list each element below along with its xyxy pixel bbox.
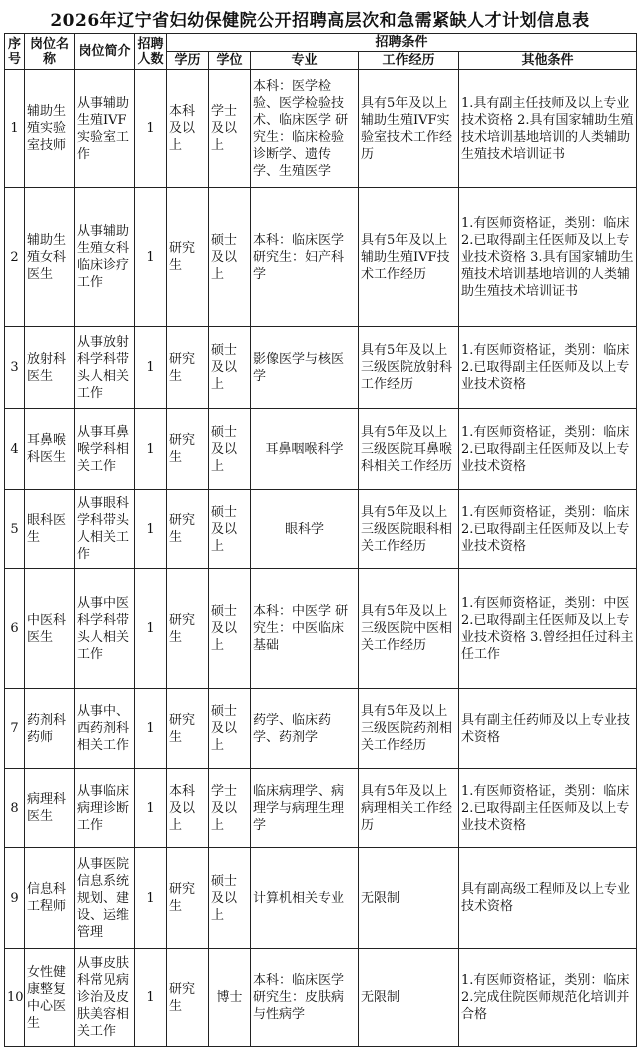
cell-other: 1.有医师资格证，类别：临床 2.已取得副主任医师及以上专业技术资格 [459, 327, 637, 409]
cell-position: 辅助生殖女科医生 [25, 188, 75, 327]
cell-experience: 无限制 [359, 848, 459, 949]
cell-no: 5 [5, 490, 25, 569]
table-row [5, 689, 637, 769]
cell-count: 1 [135, 409, 167, 490]
cell-degree: 学士及以上 [209, 70, 251, 188]
header-degree: 学位 [209, 52, 251, 70]
cell-major: 本科：临床医学 研究生：皮肤病与性病学 [251, 949, 359, 1047]
cell-count: 1 [135, 490, 167, 569]
cell-no: 6 [5, 569, 25, 689]
cell-education: 本科及以上 [167, 769, 209, 848]
cell-no: 4 [5, 409, 25, 490]
table-row [5, 327, 637, 409]
cell-experience: 具有5年及以上辅助生殖IVF技术工作经历 [359, 188, 459, 327]
cell-degree: 硕士及以上 [209, 569, 251, 689]
cell-description: 从事辅助生殖女科临床诊疗工作 [75, 188, 135, 327]
page-title: 2026年辽宁省妇幼保健院公开招聘高层次和急需紧缺人才计划信息表 [50, 11, 590, 31]
cell-count: 1 [135, 188, 167, 327]
cell-experience: 具有5年及以上三级医院放射科工作经历 [359, 327, 459, 409]
table-row [5, 569, 637, 689]
cell-no: 10 [5, 949, 25, 1047]
cell-other: 1.有医师资格证，类别：临床 2.已取得副主任医师及以上专业技术资格 [459, 490, 637, 569]
cell-major: 眼科学 [251, 490, 359, 569]
cell-description: 从事中、西药剂科相关工作 [75, 689, 135, 769]
cell-experience: 具有5年及以上三级医院中医相关工作经历 [359, 569, 459, 689]
cell-description: 从事医院信息系统规划、建设、运维管理 [75, 848, 135, 949]
cell-position: 药剂科药师 [25, 689, 75, 769]
cell-degree: 硕士及以上 [209, 327, 251, 409]
header-experience: 工作经历 [359, 52, 459, 70]
table-row [5, 848, 637, 949]
cell-education: 研究生 [167, 949, 209, 1047]
cell-major: 影像医学与核医学 [251, 327, 359, 409]
cell-major: 药学、临床药学、药剂学 [251, 689, 359, 769]
cell-experience: 无限制 [359, 949, 459, 1047]
cell-description: 从事耳鼻喉学科相关工作 [75, 409, 135, 490]
header-conditions: 招聘条件 [167, 34, 637, 52]
cell-position: 信息科工程师 [25, 848, 75, 949]
cell-other: 1.有医师资格证，类别：中医 2.已取得副主任医师及以上专业技术资格 3.曾经担任过科主任工作 [459, 569, 637, 689]
cell-count: 1 [135, 569, 167, 689]
header-count: 招聘人数 [135, 34, 167, 70]
cell-other: 1.具有副主任技师及以上专业技术资格 2.具有国家辅助生殖技术培训基地培训的人类辅助生殖技术培训证书 [459, 70, 637, 188]
cell-degree: 硕士及以上 [209, 188, 251, 327]
cell-count: 1 [135, 70, 167, 188]
cell-other: 1.有医师资格证，类别：临床 2.已取得副主任医师及以上专业技术资格 3.具有国家辅助生殖技术培训基地培训的人类辅助生殖技术培训证书 [459, 188, 637, 327]
cell-education: 本科及以上 [167, 70, 209, 188]
cell-position: 眼科医生 [25, 490, 75, 569]
table-row [5, 769, 637, 848]
cell-no: 1 [5, 70, 25, 188]
cell-description: 从事皮肤科常见病诊治及皮肤美容相关工作 [75, 949, 135, 1047]
cell-major: 耳鼻咽喉科学 [251, 409, 359, 490]
cell-other: 1.有医师资格证，类别：临床 2.已取得副主任医师及以上专业技术资格 [459, 769, 637, 848]
table-row [5, 409, 637, 490]
cell-degree: 硕士及以上 [209, 490, 251, 569]
cell-count: 1 [135, 689, 167, 769]
cell-no: 9 [5, 848, 25, 949]
table-row [5, 949, 637, 1047]
header-position: 岗位名称 [25, 34, 75, 70]
header-no: 序号 [5, 34, 25, 70]
cell-position: 耳鼻喉科医生 [25, 409, 75, 490]
header-other: 其他条件 [459, 52, 637, 70]
cell-other: 具有副主任药师及以上专业技术资格 [459, 689, 637, 769]
cell-position: 放射科医生 [25, 327, 75, 409]
cell-education: 研究生 [167, 188, 209, 327]
cell-experience: 具有5年及以上三级医院药剂相关工作经历 [359, 689, 459, 769]
cell-experience: 具有5年及以上病理相关工作经历 [359, 769, 459, 848]
cell-degree: 学士及以上 [209, 769, 251, 848]
cell-degree: 博士 [209, 949, 251, 1047]
cell-count: 1 [135, 327, 167, 409]
cell-position: 女性健康整复中心医生 [25, 949, 75, 1047]
cell-major: 计算机相关专业 [251, 848, 359, 949]
table-row [5, 490, 637, 569]
cell-no: 3 [5, 327, 25, 409]
cell-degree: 硕士及以上 [209, 689, 251, 769]
cell-position: 中医科医生 [25, 569, 75, 689]
cell-major: 本科：中医学 研究生：中医临床基础 [251, 569, 359, 689]
cell-experience: 具有5年及以上辅助生殖IVF实验室技术工作经历 [359, 70, 459, 188]
table-row [5, 70, 637, 188]
cell-count: 1 [135, 848, 167, 949]
cell-education: 研究生 [167, 490, 209, 569]
cell-other: 具有副高级工程师及以上专业技术资格 [459, 848, 637, 949]
cell-other: 1.有医师资格证，类别：临床 2.已取得副主任医师及以上专业技术资格 [459, 409, 637, 490]
cell-no: 7 [5, 689, 25, 769]
cell-position: 辅助生殖实验室技师 [25, 70, 75, 188]
cell-description: 从事临床病理诊断工作 [75, 769, 135, 848]
cell-description: 从事眼科学科带头人相关工作 [75, 490, 135, 569]
cell-position: 病理科医生 [25, 769, 75, 848]
header-major: 专业 [251, 52, 359, 70]
cell-major: 本科：临床医学 研究生：妇产科学 [251, 188, 359, 327]
cell-count: 1 [135, 949, 167, 1047]
cell-major: 临床病理学、病理学与病理生理学 [251, 769, 359, 848]
recruitment-table [4, 33, 637, 1047]
cell-no: 8 [5, 769, 25, 848]
cell-description: 从事放射科学科带头人相关工作 [75, 327, 135, 409]
cell-description: 从事中医科学科带头人相关工作 [75, 569, 135, 689]
cell-education: 研究生 [167, 409, 209, 490]
cell-education: 研究生 [167, 848, 209, 949]
cell-education: 研究生 [167, 569, 209, 689]
cell-education: 研究生 [167, 689, 209, 769]
cell-description: 从事辅助生殖IVF实验室工作 [75, 70, 135, 188]
table-row [5, 188, 637, 327]
cell-other: 1.有医师资格证，类别：临床 2.完成住院医师规范化培训并合格 [459, 949, 637, 1047]
cell-experience: 具有5年及以上三级医院眼科相关工作经历 [359, 490, 459, 569]
cell-count: 1 [135, 769, 167, 848]
cell-degree: 硕士及以上 [209, 409, 251, 490]
header-education: 学历 [167, 52, 209, 70]
cell-education: 研究生 [167, 327, 209, 409]
cell-no: 2 [5, 188, 25, 327]
cell-experience: 具有5年及以上三级医院耳鼻喉科相关工作经历 [359, 409, 459, 490]
cell-major: 本科：医学检验、医学检验技术、临床医学 研究生：临床检验诊断学、遗传学、生殖医学 [251, 70, 359, 188]
header-description: 岗位简介 [75, 34, 135, 70]
cell-degree: 硕士及以上 [209, 848, 251, 949]
